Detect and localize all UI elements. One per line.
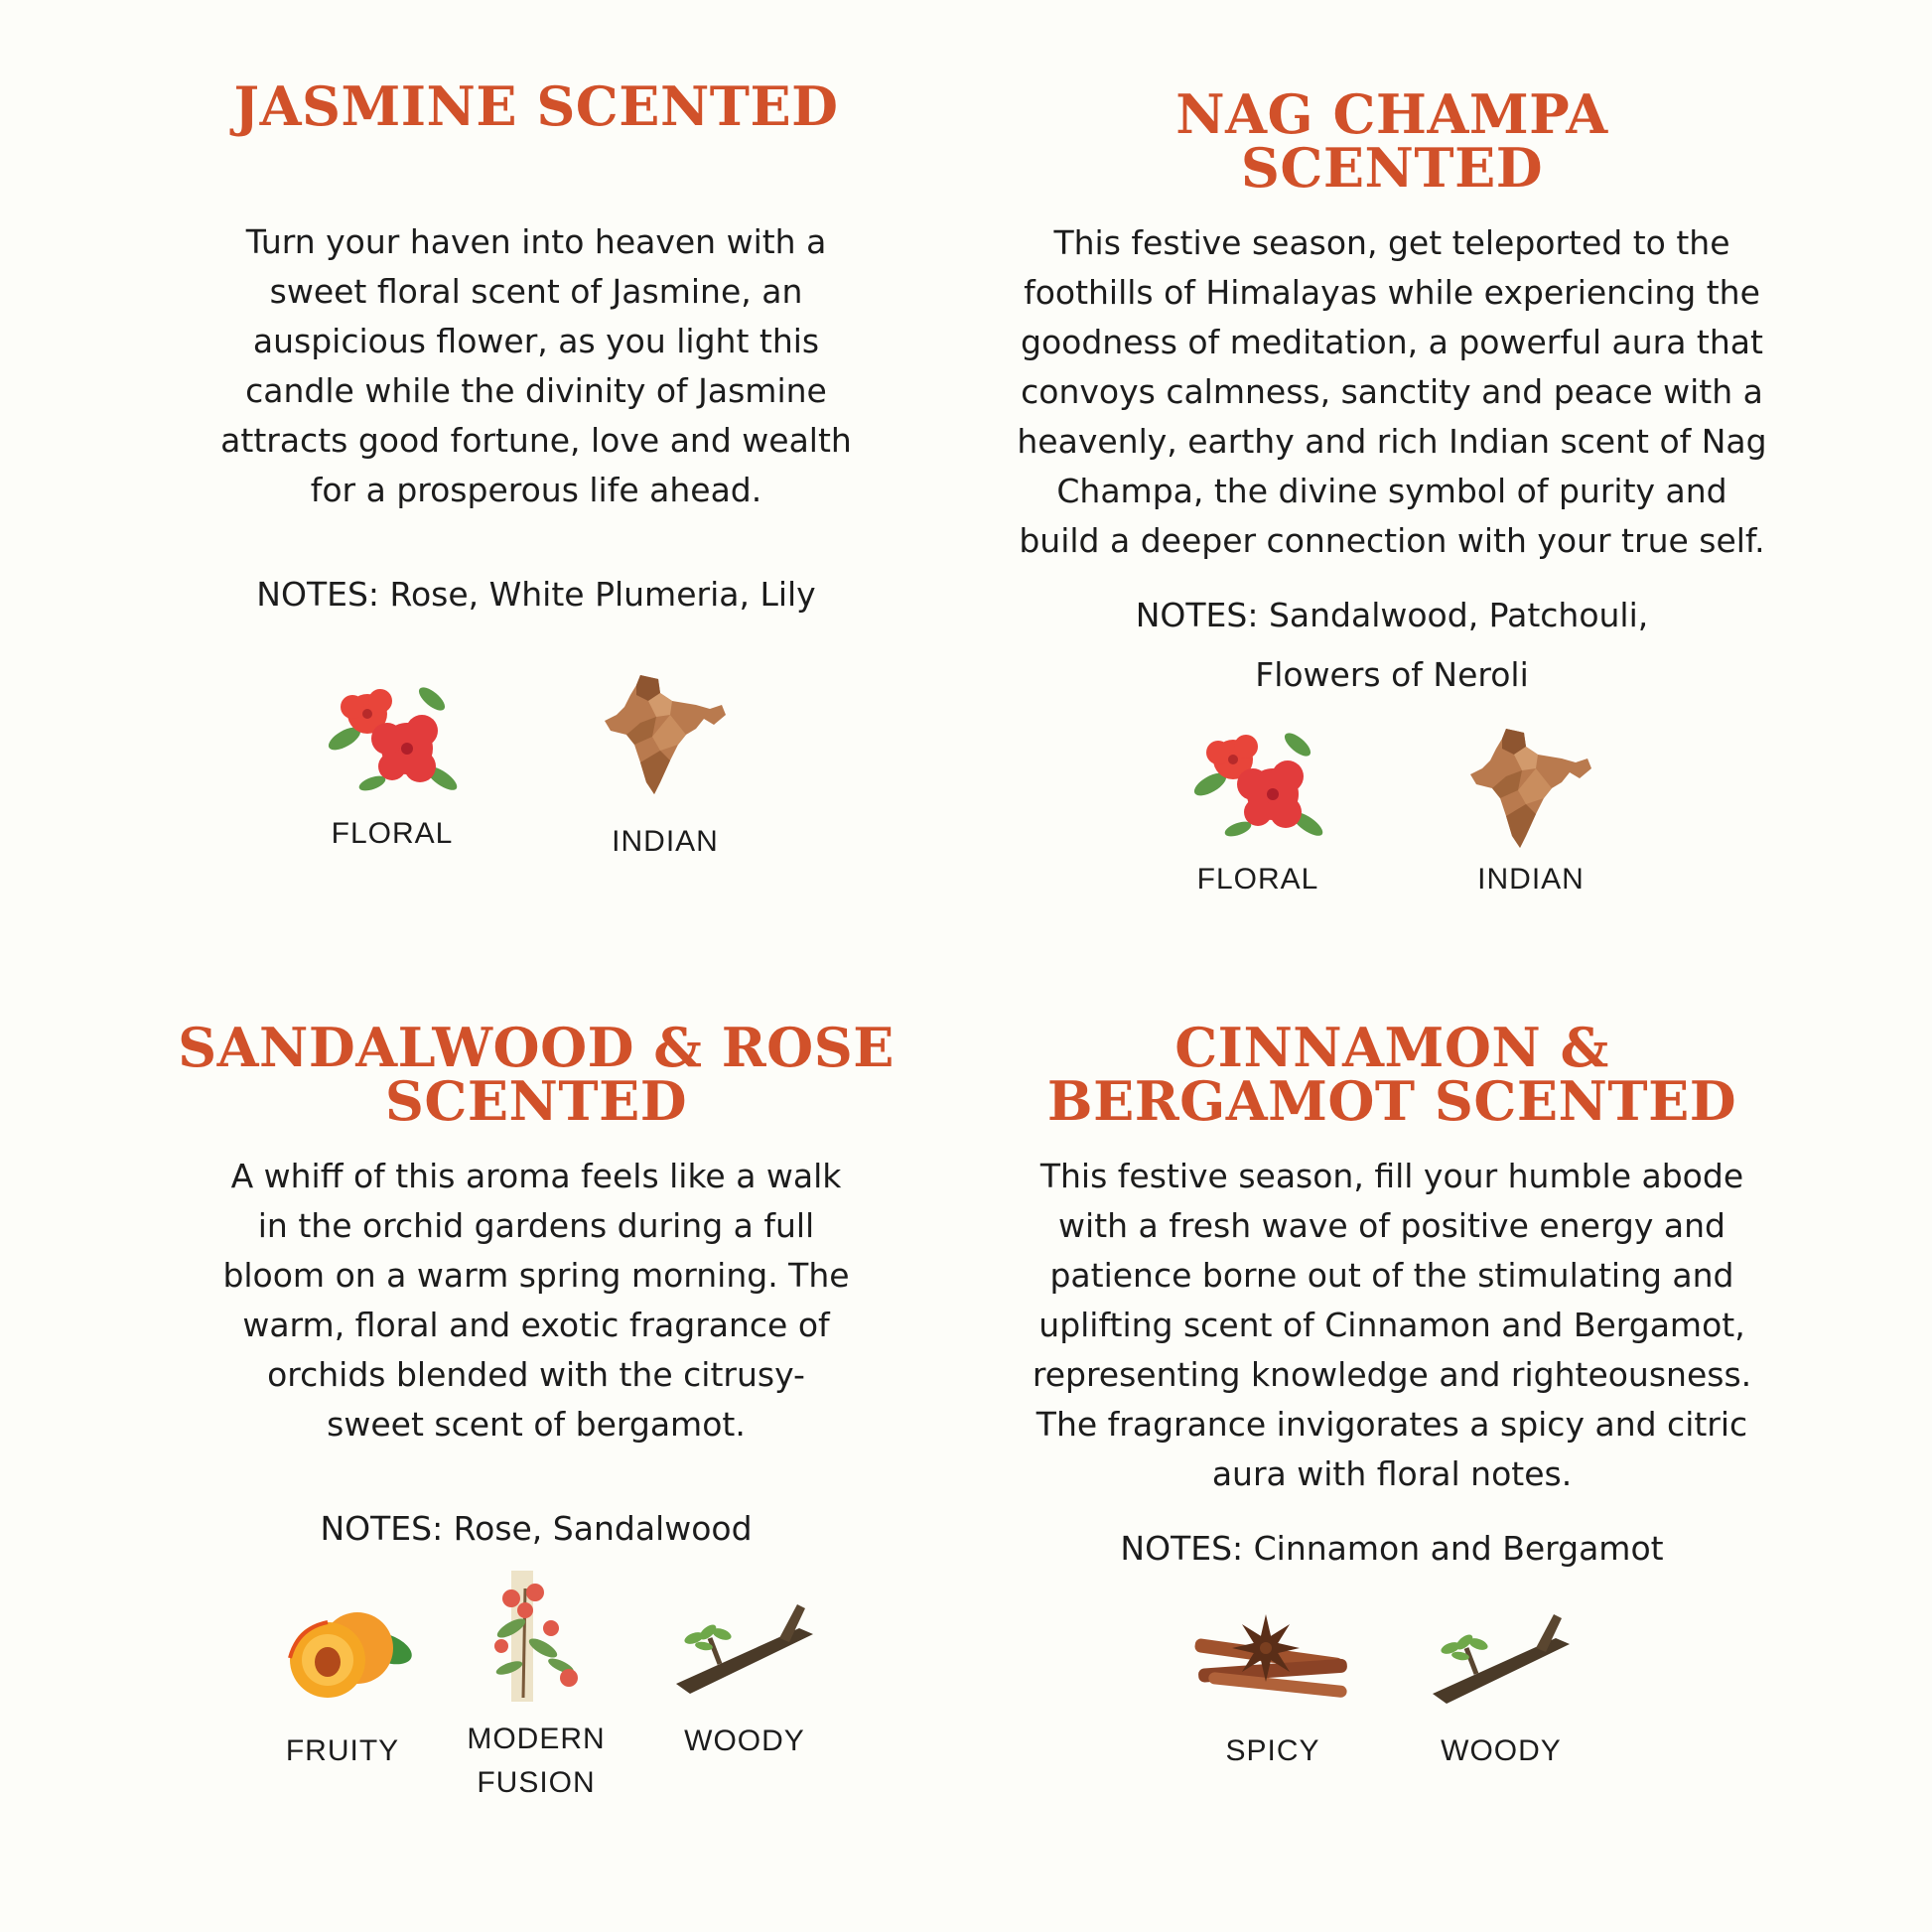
icon-item-floral [293,679,491,856]
icon-label [243,1729,442,1773]
icon-label [437,1718,635,1805]
desc-line: build a deeper connection with your true self. [1019,521,1765,560]
notes-line: NOTES: Rose, Sandalwood [320,1509,753,1548]
title-line: JASMINE SCENTED [233,74,839,138]
label-line: INDIAN [1477,863,1585,896]
icon-label [1432,858,1630,901]
scent-icons [109,679,963,957]
desc-line: heavenly, earthy and rich Indian scent of Nag [1017,422,1767,461]
desc-line: in the orchid gardens during a full [257,1206,815,1245]
icon-label [645,1720,844,1763]
card-description [965,218,1819,566]
desc-line: sweet floral scent of Jasmine, an [269,272,803,311]
icon-label [1159,858,1357,901]
desc-line: This festive season, fill your humble abode [1039,1157,1744,1195]
desc-line: foothills of Himalayas while experiencing the [1024,273,1760,312]
india-map-icon [1466,725,1595,852]
icon-item-indian [1432,725,1630,901]
hibiscus-icon [1188,725,1327,844]
title-line: BERGAMOT SCENTED [1046,1069,1737,1133]
card-notes [109,1499,963,1559]
label-line: FUSION [477,1766,596,1799]
desc-line: This festive season, get teleported to the [1053,223,1730,262]
label-line: SPICY [1225,1734,1320,1767]
notes-line: NOTES: Sandalwood, Patchouli, [1135,596,1649,634]
scent-icons [109,1598,963,1876]
label-line: WOODY [1441,1734,1562,1767]
desc-line: aura with floral notes. [1211,1454,1573,1493]
cinnamon-star-anise-icon [1188,1608,1357,1708]
desc-line: sweet scent of bergamot. [327,1405,746,1444]
desc-line: candle while the divinity of Jasmine [245,371,827,410]
label-line: FLORAL [331,817,454,850]
title-line: CINNAMON & [1174,1016,1609,1079]
icon-item-indian [566,671,764,864]
card-title [109,1016,963,1133]
card-notes [965,586,1819,705]
title-line: SCENTED [1240,136,1544,200]
icon-item-fruity [243,1598,442,1773]
icon-label [1173,1729,1372,1773]
card-description [965,1152,1819,1499]
icon-label [1402,1729,1600,1773]
icon-item-woody [1402,1608,1600,1773]
card-description [109,1152,963,1449]
desc-line: convoys calmness, sanctity and peace with a [1021,372,1763,411]
india-map-icon [601,671,730,798]
desc-line: The fragrance invigorates a spicy and citric [1035,1405,1748,1444]
icon-item-woody [645,1598,844,1763]
label-line: MODERN [467,1723,606,1755]
icon-item-modern-fusion [437,1569,635,1805]
wood-branch-icon [1427,1608,1576,1708]
desc-line: auspicious flower, as you light this [252,322,820,360]
notes-line: NOTES: Rose, White Plumeria, Lily [256,575,816,614]
scent-icons [965,725,1819,1003]
title-line: SANDALWOOD & ROSE [178,1016,895,1079]
desc-line: uplifting scent of Cinnamon and Bergamot, [1038,1306,1745,1344]
desc-line: warm, floral and exotic fragrance of [242,1306,830,1344]
label-line: INDIAN [612,825,719,858]
peach-icon [268,1598,417,1708]
notes-line: NOTES: Cinnamon and Bergamot [1120,1529,1664,1568]
title-line: SCENTED [384,1069,688,1133]
desc-line: for a prosperous life ahead. [310,471,762,509]
icon-label [293,812,491,856]
card-notes [965,1519,1819,1579]
label-line: FLORAL [1196,863,1319,896]
card-jasmine [109,74,963,957]
card-title [109,74,963,138]
desc-line: attracts good fortune, love and wealth [220,421,852,460]
icon-item-floral [1159,725,1357,901]
desc-line: bloom on a warm spring morning. The [222,1256,850,1295]
icon-label [566,820,764,864]
scent-icons [965,1608,1819,1886]
desc-line: orchids blended with the citrusy- [267,1355,805,1394]
desc-line: patience borne out of the stimulating and [1049,1256,1734,1295]
card-cinnamon-bergamot [965,1016,1819,1886]
desc-line: Champa, the divine symbol of purity and [1056,472,1727,510]
desc-line: with a fresh wave of positive energy and [1058,1206,1725,1245]
desc-line: goodness of meditation, a powerful aura that [1021,323,1763,361]
hibiscus-icon [323,679,462,798]
card-title [965,82,1819,200]
desc-line: A whiff of this aroma feels like a walk [230,1157,842,1195]
wood-branch-icon [670,1598,819,1698]
desc-line: representing knowledge and righteousness. [1032,1355,1752,1394]
icon-item-spicy [1173,1608,1372,1773]
card-description [109,217,963,515]
card-title [965,1016,1819,1133]
card-sandalwood-rose [109,1016,963,1876]
label-line: FRUITY [285,1734,400,1767]
title-line: NAG CHAMPA [1175,82,1608,146]
desc-line: Turn your haven into heaven with a [245,222,827,261]
botanical-print-icon [482,1569,591,1708]
card-notes [109,565,963,624]
label-line: WOODY [684,1725,805,1757]
card-nag-champa [965,82,1819,1003]
notes-line: Flowers of Neroli [1255,655,1529,694]
